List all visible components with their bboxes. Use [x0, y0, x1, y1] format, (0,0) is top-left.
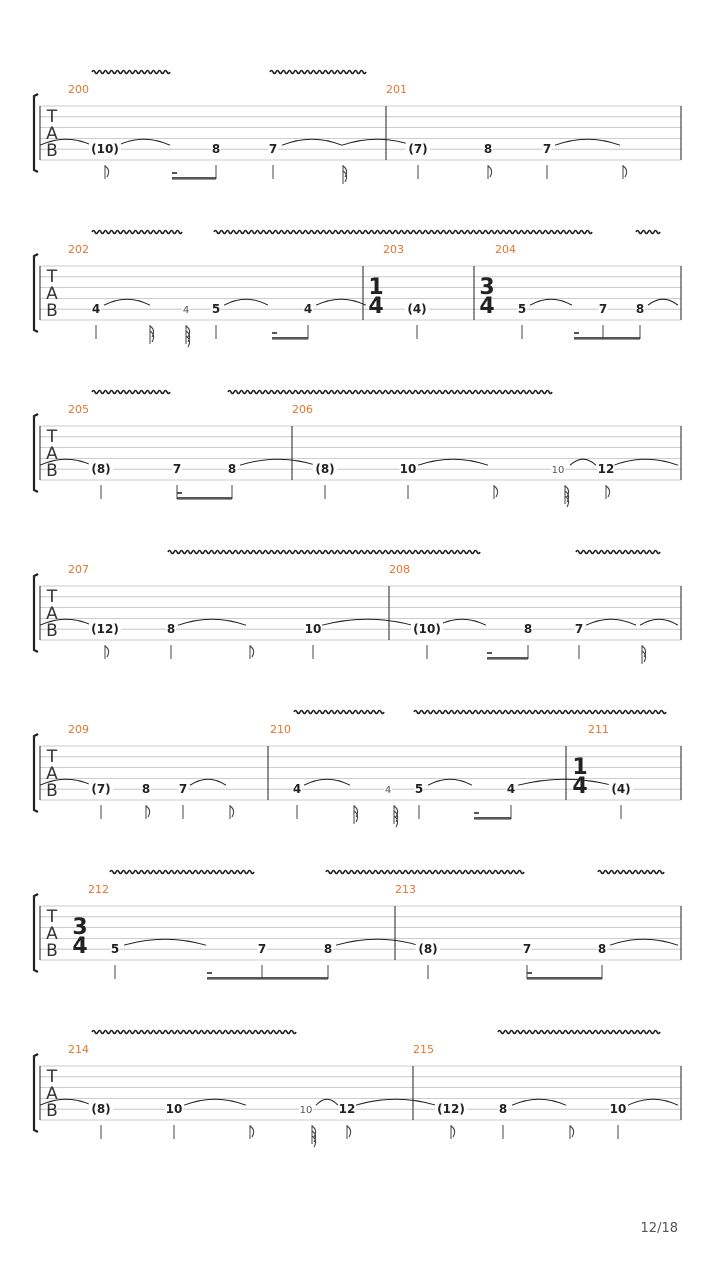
time-sig-bottom: 4 [368, 294, 384, 319]
tie-arc [304, 779, 350, 785]
measure-number: 207 [68, 563, 89, 576]
system-bracket [34, 734, 38, 812]
tab-system-7 [34, 1031, 681, 1148]
system-bracket [34, 414, 38, 492]
fret-number: 7 [574, 622, 584, 637]
tab-system-3 [34, 391, 681, 508]
fret-number: 8 [227, 462, 237, 477]
tab-clef-b: B [46, 1101, 58, 1121]
tie-arc [640, 619, 678, 625]
tab-clef-t: T [46, 267, 58, 287]
system-bracket [34, 894, 38, 972]
vibrato-line [214, 231, 592, 234]
fret-number: 8 [635, 302, 645, 317]
note-flag [606, 486, 610, 497]
fret-number: 10 [399, 462, 417, 477]
system-bracket [34, 254, 38, 332]
vibrato-line [110, 871, 254, 874]
system-bracket [34, 1054, 38, 1132]
beam-dot [474, 812, 479, 814]
time-sig-top: 3 [479, 275, 495, 300]
tab-clef-a: A [46, 764, 58, 784]
tie-arc [628, 1099, 678, 1105]
fret-number: 7 [268, 142, 278, 157]
tie-arc [518, 779, 612, 785]
fret-number: (8) [418, 942, 438, 957]
tab-clef-a: A [46, 444, 58, 464]
fret-number: 7 [542, 142, 552, 157]
measure-number: 212 [88, 883, 109, 896]
tie-arc [610, 939, 678, 945]
note-beam [207, 977, 328, 980]
fret-number: (8) [91, 462, 111, 477]
fret-number: 4 [506, 782, 516, 797]
tie-arc [184, 1099, 246, 1105]
note-flag [105, 646, 109, 657]
measure-number: 209 [68, 723, 89, 736]
tab-clef-a: A [46, 924, 58, 944]
fret-number: 7 [178, 782, 188, 797]
beam-dot [172, 172, 177, 174]
time-sig-bottom: 4 [72, 934, 88, 959]
system-bracket [34, 94, 38, 172]
tab-clef-b: B [46, 141, 58, 161]
measure-number: 204 [495, 243, 516, 256]
measure-number: 213 [395, 883, 416, 896]
tab-clef-b: B [46, 941, 58, 961]
note-beam [574, 337, 640, 340]
fret-number: (4) [407, 302, 427, 317]
fret-number: 4 [384, 785, 392, 797]
fret-number: (8) [91, 1102, 111, 1117]
fret-number: 8 [498, 1102, 508, 1117]
vibrato-line [414, 711, 666, 714]
tab-clef-a: A [46, 124, 58, 144]
fret-number: 8 [141, 782, 151, 797]
tab-clef-t: T [46, 747, 58, 767]
tab-clef-b: B [46, 301, 58, 321]
fret-number: 5 [211, 302, 221, 317]
fret-number: 10 [609, 1102, 627, 1117]
note-beam [272, 337, 308, 340]
vibrato-line [92, 231, 182, 234]
measure-number: 201 [386, 83, 407, 96]
measure-number: 206 [292, 403, 313, 416]
tab-clef-t: T [46, 1067, 58, 1087]
tie-arc [648, 299, 678, 305]
note-flag [570, 1126, 574, 1137]
measure-number: 211 [588, 723, 609, 736]
page-number: 12/18 [640, 1221, 678, 1236]
note-flag [250, 1126, 254, 1137]
vibrato-line [92, 71, 170, 74]
fret-number: (12) [91, 622, 119, 637]
fret-number: 8 [597, 942, 607, 957]
measure-number: 203 [383, 243, 404, 256]
measure-number: 200 [68, 83, 89, 96]
fret-number: (12) [437, 1102, 465, 1117]
measure-number: 215 [413, 1043, 434, 1056]
fret-number: 4 [303, 302, 313, 317]
fret-number: 8 [523, 622, 533, 637]
tie-arc [428, 779, 472, 785]
tie-arc [124, 939, 206, 945]
measure-number: 205 [68, 403, 89, 416]
vibrato-line [498, 1031, 660, 1034]
tie-arc [322, 619, 412, 625]
fret-number: (10) [91, 142, 119, 157]
beam-dot [527, 972, 532, 974]
tab-clef-t: T [46, 107, 58, 127]
tab-system-1 [34, 71, 681, 185]
fret-number: 8 [483, 142, 493, 157]
fret-number: 5 [110, 942, 120, 957]
vibrato-line [598, 871, 664, 874]
tab-system-5 [34, 711, 681, 828]
note-flag [105, 166, 109, 177]
beam-dot [272, 332, 277, 334]
note-flag [347, 1126, 351, 1137]
tab-clef-b: B [46, 781, 58, 801]
beam-dot [574, 332, 579, 334]
tab-clef-a: A [46, 1084, 58, 1104]
tab-clef-t: T [46, 587, 58, 607]
time-sig-top: 1 [572, 755, 588, 780]
fret-number: (4) [611, 782, 631, 797]
fret-number: 8 [166, 622, 176, 637]
note-flag [488, 166, 492, 177]
tie-arc [555, 139, 620, 145]
fret-number: (8) [315, 462, 335, 477]
tie-arc [104, 299, 150, 305]
measure-number: 208 [389, 563, 410, 576]
vibrato-line [326, 871, 524, 874]
beam-dot [177, 492, 182, 494]
fret-number: 8 [323, 942, 333, 957]
fret-number: 10 [551, 465, 565, 477]
tie-arc [240, 459, 316, 465]
tie-arc [586, 619, 636, 625]
note-beam [474, 817, 511, 820]
system-bracket [34, 574, 38, 652]
note-beam [487, 657, 528, 660]
tie-arc [512, 1099, 566, 1105]
fret-number: 4 [91, 302, 101, 317]
fret-number: 5 [414, 782, 424, 797]
fret-number: 7 [522, 942, 532, 957]
tie-arc [224, 299, 268, 305]
tie-arc [438, 619, 486, 625]
tie-arc [356, 1099, 436, 1105]
tie-arc [418, 459, 488, 465]
time-sig-top: 1 [368, 275, 384, 300]
note-beam [172, 177, 216, 180]
note-flag [623, 166, 627, 177]
fret-number: 10 [299, 1105, 313, 1117]
fret-number: 5 [517, 302, 527, 317]
fret-number: 7 [257, 942, 267, 957]
tab-clef-b: B [46, 621, 58, 641]
note-beam [177, 497, 232, 500]
tab-system-2 [34, 231, 681, 348]
fret-number: 4 [182, 305, 190, 317]
tab-system-4 [34, 551, 681, 665]
fret-number: 12 [338, 1102, 356, 1117]
time-sig-bottom: 4 [572, 774, 588, 799]
fret-number: 8 [211, 142, 221, 157]
tie-arc [282, 139, 342, 145]
tab-clef-a: A [46, 604, 58, 624]
beam-dot [207, 972, 212, 974]
time-sig-top: 3 [72, 915, 88, 940]
fret-number: (10) [413, 622, 441, 637]
tab-clef-t: T [46, 907, 58, 927]
tab-clef-a: A [46, 284, 58, 304]
tie-arc [570, 459, 596, 465]
tab-system-6 [34, 871, 681, 980]
tie-arc [336, 939, 418, 945]
measure-number: 210 [270, 723, 291, 736]
vibrato-line [92, 391, 170, 394]
fret-number: 12 [597, 462, 615, 477]
vibrato-line [228, 391, 552, 394]
fret-number: (7) [408, 142, 428, 157]
tie-arc [190, 779, 226, 785]
note-flag [230, 806, 234, 817]
fret-number: 4 [292, 782, 302, 797]
fret-number: (7) [91, 782, 111, 797]
vibrato-line [270, 71, 366, 74]
tab-clef-b: B [46, 461, 58, 481]
note-flag [451, 1126, 455, 1137]
tie-arc [316, 299, 366, 305]
vibrato-line [168, 551, 480, 554]
tab-clef-t: T [46, 427, 58, 447]
tie-arc [530, 299, 572, 305]
tie-arc [614, 459, 678, 465]
vibrato-line [92, 1031, 296, 1034]
measure-number: 214 [68, 1043, 89, 1056]
fret-number: 7 [172, 462, 182, 477]
tie-arc [178, 619, 246, 625]
time-sig-bottom: 4 [479, 294, 495, 319]
fret-number: 10 [165, 1102, 183, 1117]
fret-number: 7 [598, 302, 608, 317]
beam-dot [487, 652, 492, 654]
note-flag [146, 806, 150, 817]
fret-number: 10 [304, 622, 322, 637]
note-flag [494, 486, 498, 497]
vibrato-line [636, 231, 660, 234]
vibrato-line [576, 551, 660, 554]
note-beam [527, 977, 602, 980]
note-flag [250, 646, 254, 657]
tie-arc [118, 139, 170, 145]
tie-arc [342, 139, 412, 145]
measure-number: 202 [68, 243, 89, 256]
tie-arc [316, 1099, 338, 1105]
vibrato-line [294, 711, 384, 714]
